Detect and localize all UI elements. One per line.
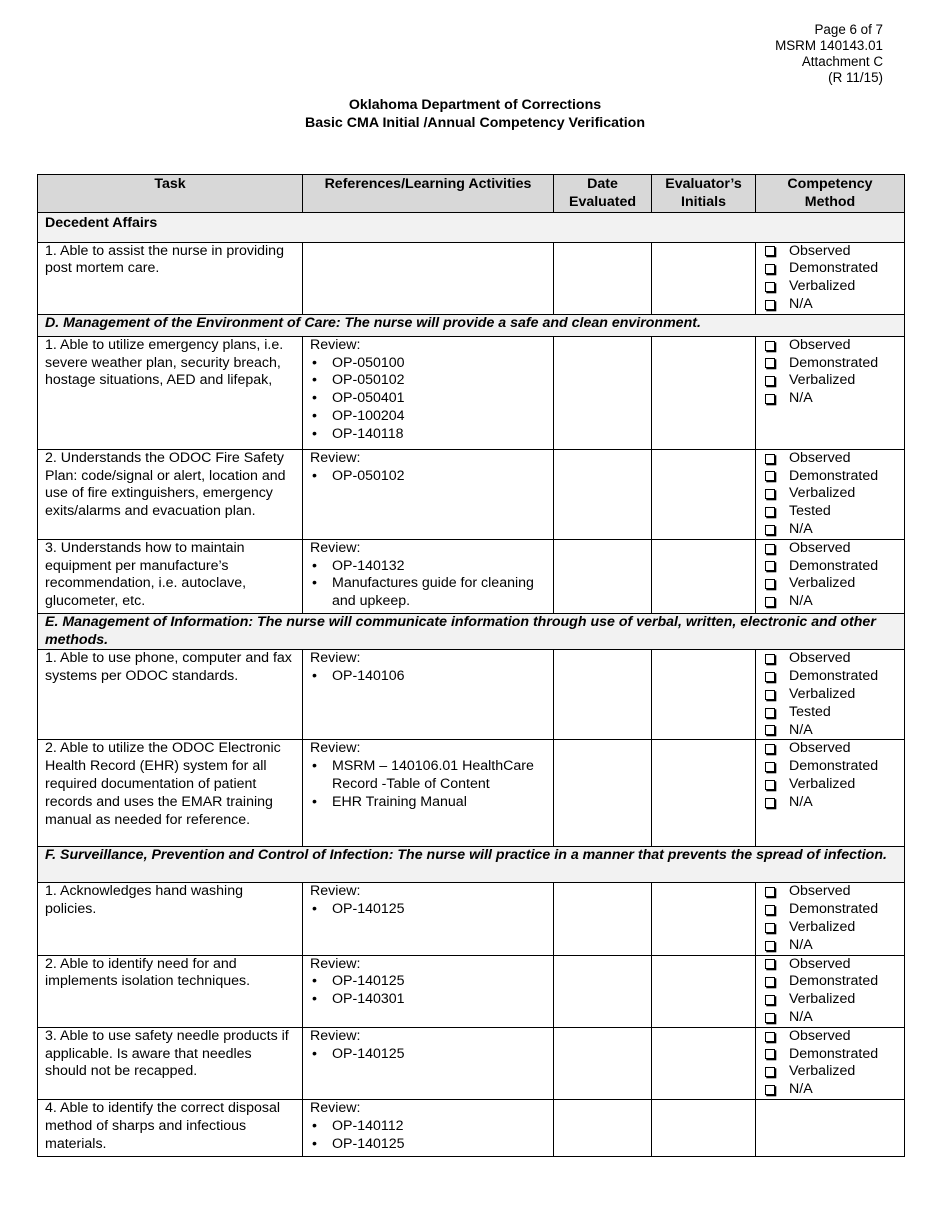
reference-item: • OP-140125 — [310, 1136, 546, 1154]
method-option[interactable] — [763, 794, 897, 812]
method-option[interactable] — [763, 1081, 897, 1099]
reference-item: • OP-140125 — [310, 973, 546, 991]
task-text: 1. Able to utilize emergency plans, i.e. severe weather plan, security breach, hostage situations, AED and lifepak, — [45, 336, 284, 389]
competency-method-cell — [756, 1099, 905, 1156]
table-row — [38, 650, 905, 740]
method-label: Tested — [789, 703, 831, 720]
method-option[interactable] — [763, 668, 897, 686]
method-checklist — [763, 450, 897, 539]
evaluator-initials-input[interactable] — [652, 449, 756, 539]
checkbox-icon[interactable] — [765, 941, 775, 951]
section-heading-row — [38, 314, 905, 336]
evaluator-initials-input[interactable] — [652, 740, 756, 847]
table-row — [38, 242, 905, 314]
method-option[interactable] — [763, 485, 897, 503]
method-option[interactable] — [763, 901, 897, 919]
competency-method-cell — [756, 883, 905, 955]
date-evaluated-input[interactable] — [554, 650, 652, 740]
checkbox-icon[interactable] — [765, 708, 775, 718]
checkbox-icon[interactable] — [765, 454, 775, 464]
checkbox-icon[interactable] — [765, 1032, 775, 1042]
evaluator-initials-input[interactable] — [652, 242, 756, 314]
section-heading-row — [38, 847, 905, 883]
references-cell — [303, 1099, 554, 1156]
method-option[interactable] — [763, 593, 897, 611]
date-evaluated-input[interactable] — [554, 539, 652, 613]
date-evaluated-input[interactable] — [554, 449, 652, 539]
method-option[interactable] — [763, 1063, 897, 1081]
task-text: 3. Understands how to maintain equipment per manufacture’s recommendation, i.e. autoclave, glucometer, etc. — [45, 539, 247, 610]
section-heading-row — [38, 613, 905, 650]
checkbox-icon[interactable] — [765, 798, 775, 808]
checkbox-icon[interactable] — [765, 525, 775, 535]
references-cell — [303, 336, 554, 449]
method-label: Demonstrated — [789, 668, 879, 685]
method-label: Observed — [789, 883, 851, 900]
doc-number: MSRM 140143.01 — [775, 38, 883, 53]
method-checklist — [763, 956, 897, 1027]
method-option[interactable] — [763, 260, 897, 278]
method-label: Observed — [789, 449, 851, 466]
method-option[interactable] — [763, 650, 897, 668]
method-label: N/A — [789, 390, 813, 407]
method-label: Demonstrated — [789, 901, 879, 918]
checkbox-icon[interactable] — [765, 672, 775, 682]
evaluator-initials-input[interactable] — [652, 650, 756, 740]
reference-item: • OP-140125 — [310, 901, 546, 919]
competency-method-cell — [756, 336, 905, 449]
reference-item: • OP-140112 — [310, 1118, 546, 1136]
method-option[interactable] — [763, 558, 897, 576]
method-option[interactable] — [763, 575, 897, 593]
method-option[interactable] — [763, 973, 897, 991]
review-label: Review: — [310, 740, 361, 757]
competency-method-cell — [756, 1027, 905, 1099]
review-label: Review: — [310, 883, 361, 900]
review-label: Review: — [310, 336, 361, 353]
method-label: Verbalized — [789, 485, 856, 502]
reference-list — [310, 1046, 546, 1064]
references-cell — [303, 449, 554, 539]
evaluator-initials-input[interactable] — [652, 539, 756, 613]
date-evaluated-input[interactable] — [554, 336, 652, 449]
method-label: Demonstrated — [789, 467, 879, 484]
competency-method-cell — [756, 955, 905, 1027]
table-row — [38, 539, 905, 613]
checkbox-icon[interactable] — [765, 561, 775, 571]
table-row — [38, 1027, 905, 1099]
method-label: Verbalized — [789, 372, 856, 389]
reference-list — [310, 668, 546, 686]
method-option[interactable] — [763, 243, 897, 261]
method-label: Demonstrated — [789, 354, 879, 371]
reference-item: • OP-140118 — [310, 426, 546, 444]
method-option[interactable] — [763, 991, 897, 1009]
review-label: Review: — [310, 1099, 361, 1116]
reference-list — [310, 355, 546, 444]
method-label: Verbalized — [789, 991, 856, 1008]
method-option[interactable] — [763, 521, 897, 539]
method-option[interactable] — [763, 450, 897, 468]
task-text: 2. Understands the ODOC Fire Safety Plan: code/signal or alert, location and use of fire extinguishers, emergency exits/alarms and evacuation plan. — [45, 449, 286, 520]
date-evaluated-input[interactable] — [554, 740, 652, 847]
references-cell — [303, 883, 554, 955]
method-option[interactable] — [763, 278, 897, 296]
method-label: Demonstrated — [789, 260, 879, 277]
method-option[interactable] — [763, 390, 897, 408]
method-option[interactable] — [763, 776, 897, 794]
document-title — [0, 96, 950, 132]
section-heading-row — [38, 212, 905, 242]
method-label: N/A — [789, 936, 813, 953]
checkbox-icon[interactable] — [765, 1085, 775, 1095]
method-label: Observed — [789, 740, 851, 757]
method-checklist — [763, 1028, 897, 1099]
method-label: Demonstrated — [789, 758, 879, 775]
checkbox-icon[interactable] — [765, 1013, 775, 1023]
checkbox-icon[interactable] — [765, 1049, 775, 1059]
method-label: Demonstrated — [789, 1045, 879, 1062]
method-option[interactable] — [763, 686, 897, 704]
table-row — [38, 955, 905, 1027]
reference-list — [310, 758, 546, 811]
method-label: Verbalized — [789, 918, 856, 935]
evaluator-initials-input[interactable] — [652, 955, 756, 1027]
document-header — [775, 22, 883, 86]
method-option[interactable] — [763, 919, 897, 937]
method-checklist — [763, 337, 897, 408]
method-label: Tested — [789, 503, 831, 520]
references-cell — [303, 242, 554, 314]
method-label: N/A — [789, 721, 813, 738]
method-label: Demonstrated — [789, 557, 879, 574]
method-label: Verbalized — [789, 575, 856, 592]
date-evaluated-input[interactable] — [554, 1027, 652, 1099]
method-label: N/A — [789, 520, 813, 537]
evaluator-initials-input[interactable] — [652, 1099, 756, 1156]
method-option[interactable] — [763, 540, 897, 558]
checkbox-icon[interactable] — [765, 725, 775, 735]
date-evaluated-input[interactable] — [554, 242, 652, 314]
task-cell — [38, 740, 303, 847]
checkbox-icon[interactable] — [765, 246, 775, 256]
col-task: Task — [38, 175, 303, 213]
method-label: Verbalized — [789, 685, 856, 702]
method-label: Verbalized — [789, 1063, 856, 1080]
col-date-evaluated: Date Evaluated — [554, 175, 652, 213]
method-option[interactable] — [763, 337, 897, 355]
task-text: 1. Able to use phone, computer and fax systems per ODOC standards. — [45, 650, 292, 685]
checkbox-icon[interactable] — [765, 282, 775, 292]
checkbox-icon[interactable] — [765, 744, 775, 754]
checkbox-icon[interactable] — [765, 507, 775, 517]
method-label: N/A — [789, 593, 813, 610]
task-cell — [38, 883, 303, 955]
method-option[interactable] — [763, 503, 897, 521]
method-option[interactable] — [763, 468, 897, 486]
table-row — [38, 449, 905, 539]
task-text: 4. Able to identify the correct disposal method of sharps and infectious materials. — [45, 1099, 281, 1152]
checkbox-icon[interactable] — [765, 264, 775, 274]
review-label: Review: — [310, 449, 361, 466]
method-option[interactable] — [763, 355, 897, 373]
reference-item: • OP-050102 — [310, 468, 546, 486]
reference-list — [310, 1118, 546, 1154]
review-label: Review: — [310, 1027, 361, 1044]
reference-list — [310, 973, 546, 1009]
method-label: Observed — [789, 336, 851, 353]
checkbox-icon[interactable] — [765, 358, 775, 368]
checkbox-icon[interactable] — [765, 887, 775, 897]
checkbox-icon[interactable] — [765, 995, 775, 1005]
method-checklist — [763, 243, 897, 314]
references-cell — [303, 650, 554, 740]
evaluator-initials-input[interactable] — [652, 1027, 756, 1099]
task-text: 1. Able to assist the nurse in providing post mortem care. — [45, 242, 284, 277]
method-checklist — [763, 540, 897, 611]
checkbox-icon[interactable] — [765, 471, 775, 481]
method-label: Observed — [789, 242, 851, 259]
reference-list — [310, 901, 546, 919]
method-label: Observed — [789, 539, 851, 556]
task-text: 3. Able to use safety needle products if applicable. Is aware that needles should not be recapped. — [45, 1027, 289, 1080]
title-line-2: Basic CMA Initial /Annual Competency Verification — [304, 115, 646, 131]
review-label: Review: — [310, 955, 361, 972]
reference-list — [310, 558, 546, 611]
reference-item: • OP-140132 — [310, 558, 546, 576]
competency-method-cell — [756, 242, 905, 314]
competency-method-cell — [756, 539, 905, 613]
references-cell — [303, 955, 554, 1027]
checkbox-icon[interactable] — [765, 959, 775, 969]
checkbox-icon[interactable] — [765, 544, 775, 554]
method-option[interactable] — [763, 722, 897, 740]
competency-method-cell — [756, 740, 905, 847]
section-heading: E. Management of Information: The nurse will communicate information through use of verbal, written, electronic and other methods. — [38, 613, 905, 650]
col-evaluator-initials: Evaluator’s Initials — [652, 175, 756, 213]
method-option[interactable] — [763, 1009, 897, 1027]
method-label: Verbalized — [789, 775, 856, 792]
method-option[interactable] — [763, 956, 897, 974]
table-row — [38, 740, 905, 847]
method-label: N/A — [789, 1008, 813, 1025]
review-label: Review: — [310, 650, 361, 667]
section-heading: F. Surveillance, Prevention and Control of Infection: The nurse will practice in a manner that prevents the spread of infection. — [38, 847, 905, 883]
method-option[interactable] — [763, 883, 897, 901]
date-evaluated-input[interactable] — [554, 883, 652, 955]
date-evaluated-input[interactable] — [554, 1099, 652, 1156]
reference-item: • OP-140106 — [310, 668, 546, 686]
task-cell — [38, 449, 303, 539]
section-heading: Decedent Affairs — [38, 212, 905, 242]
checkbox-icon[interactable] — [765, 905, 775, 915]
checkbox-icon[interactable] — [765, 923, 775, 933]
method-option[interactable] — [763, 740, 897, 758]
checkbox-icon[interactable] — [765, 579, 775, 589]
reference-list — [310, 468, 546, 486]
task-cell — [38, 539, 303, 613]
method-option[interactable] — [763, 1046, 897, 1064]
revision-label: (R 11/15) — [828, 70, 883, 85]
evaluator-initials-input[interactable] — [652, 883, 756, 955]
method-checklist — [763, 740, 897, 811]
method-option[interactable] — [763, 937, 897, 955]
references-cell — [303, 740, 554, 847]
method-label: Verbalized — [789, 278, 856, 295]
table-row — [38, 1099, 905, 1156]
checkbox-icon[interactable] — [765, 489, 775, 499]
competency-table — [37, 174, 905, 1157]
task-cell — [38, 336, 303, 449]
reference-item: • Manufactures guide for cleaning and upkeep. — [310, 575, 546, 611]
evaluator-initials-input[interactable] — [652, 336, 756, 449]
title-line-1: Oklahoma Department of Corrections — [348, 97, 602, 113]
method-checklist — [763, 883, 897, 954]
col-competency-method: Competency Method — [756, 175, 905, 213]
references-cell — [303, 539, 554, 613]
competency-method-cell — [756, 650, 905, 740]
method-label: N/A — [789, 295, 813, 312]
method-label: Observed — [789, 955, 851, 972]
section-heading: D. Management of the Environment of Care: The nurse will provide a safe and clean environment. — [38, 314, 905, 336]
checkbox-icon[interactable] — [765, 300, 775, 310]
method-option[interactable] — [763, 1028, 897, 1046]
checkbox-icon[interactable] — [765, 341, 775, 351]
reference-item: • OP-050401 — [310, 390, 546, 408]
table-row — [38, 883, 905, 955]
reference-item: • OP-140125 — [310, 1046, 546, 1064]
reference-item: • OP-100204 — [310, 408, 546, 426]
checkbox-icon[interactable] — [765, 690, 775, 700]
checkbox-icon[interactable] — [765, 762, 775, 772]
checkbox-icon[interactable] — [765, 780, 775, 790]
checkbox-icon[interactable] — [765, 376, 775, 386]
method-option[interactable] — [763, 296, 897, 314]
method-option[interactable] — [763, 372, 897, 390]
method-option[interactable] — [763, 758, 897, 776]
checkbox-icon[interactable] — [765, 654, 775, 664]
reference-item: • OP-050100 — [310, 355, 546, 373]
task-cell — [38, 1099, 303, 1156]
task-text: 2. Able to utilize the ODOC Electronic Health Record (EHR) system for all required documentation of patient records and uses the EMAR training manual as needed for reference. — [45, 740, 281, 828]
checkbox-icon[interactable] — [765, 394, 775, 404]
reference-item: • OP-050102 — [310, 372, 546, 390]
method-label: Observed — [789, 650, 851, 667]
page-number: Page 6 of 7 — [814, 22, 883, 37]
method-label: Demonstrated — [789, 973, 879, 990]
competency-method-cell — [756, 449, 905, 539]
reference-item: • MSRM – 140106.01 HealthCare Record -Table of Content — [310, 758, 546, 794]
task-cell — [38, 242, 303, 314]
review-label: Review: — [310, 539, 361, 556]
date-evaluated-input[interactable] — [554, 955, 652, 1027]
checkbox-icon[interactable] — [765, 1067, 775, 1077]
task-text: 2. Able to identify need for and implements isolation techniques. — [45, 955, 251, 990]
task-cell — [38, 955, 303, 1027]
task-cell — [38, 1027, 303, 1099]
task-cell — [38, 650, 303, 740]
references-cell — [303, 1027, 554, 1099]
method-checklist — [763, 650, 897, 739]
task-text: 1. Acknowledges hand washing policies. — [45, 883, 243, 918]
checkbox-icon[interactable] — [765, 977, 775, 987]
reference-item: • EHR Training Manual — [310, 794, 546, 812]
attachment-label: Attachment C — [801, 54, 883, 69]
header-row — [38, 175, 905, 213]
method-label: N/A — [789, 793, 813, 810]
method-label: Observed — [789, 1027, 851, 1044]
reference-item: • OP-140301 — [310, 991, 546, 1009]
col-references: References/Learning Activities — [303, 175, 554, 213]
checkbox-icon[interactable] — [765, 597, 775, 607]
method-option[interactable] — [763, 704, 897, 722]
method-label: N/A — [789, 1081, 813, 1098]
table-row — [38, 336, 905, 449]
